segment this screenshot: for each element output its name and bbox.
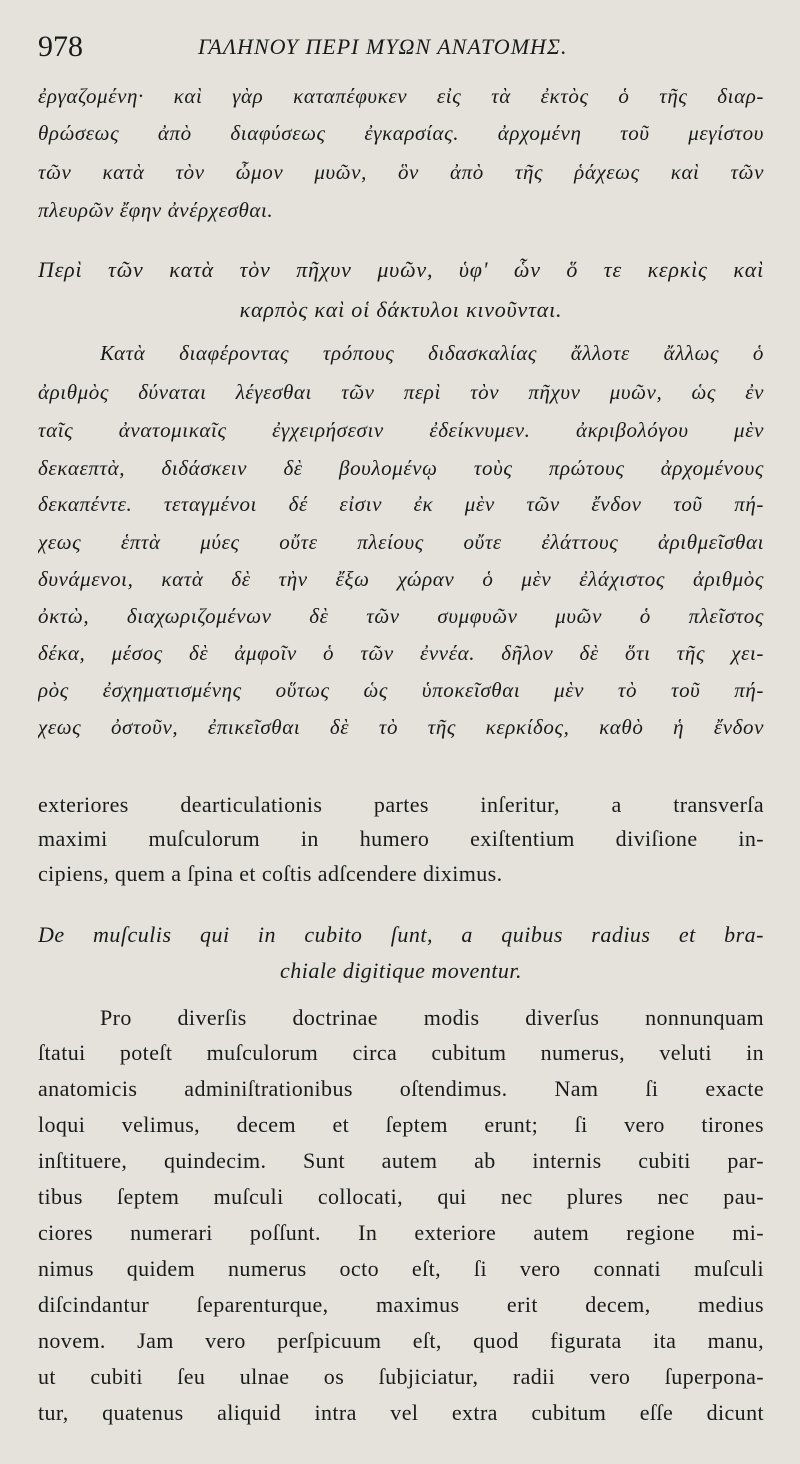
greek-section-heading: Περὶ τῶν κατὰ τὸν πῆχυν μυῶν, ὑφ' ὧν ὅ τε κερκὶς καὶ	[38, 257, 764, 282]
latin-section-heading: chiale digitique moventur.	[279, 958, 523, 983]
latin-body-line: ciores numerari poſſunt. In exteriore autem regione mi-	[38, 1220, 764, 1245]
greek-body-line: Κατὰ διαφέροντας τρόπους διδασκαλίας ἄλλοτε ἄλλως ὁ	[100, 341, 764, 365]
latin-body-line: Pro diverſis doctrinae modis diverſus nonnunquam	[100, 1005, 764, 1030]
greek-body-line: χεως ὀστοῦν, ἐπικεῖσθαι δὲ τὸ τῆς κερκίδος, καθὸ ἡ ἔνδον	[38, 715, 764, 739]
greek-intro-line: πλευρῶν ἔφην ἀνέρχεσθαι.	[38, 198, 274, 222]
page-number: 978	[38, 30, 83, 63]
greek-body-line: δυνάμενοι, κατὰ δὲ τὴν ἔξω χώραν ὁ μὲν ἐλάχιστος ἀριθμὸς	[38, 567, 764, 591]
greek-body-line: δεκαπέντε. τεταγμένοι δέ εἰσιν ἐκ μὲν τῶν ἔνδον τοῦ πή-	[38, 492, 764, 516]
latin-section-heading: De muſculis qui in cubito ſunt, a quibus radius et bra-	[38, 922, 764, 947]
latin-body-line: tur, quatenus aliquid intra vel extra cubitum eſſe dicunt	[38, 1400, 764, 1425]
greek-section-heading: καρπὸς καὶ οἱ δάκτυλοι κινοῦνται.	[239, 297, 563, 322]
latin-body-line: ſtatui poteſt muſculorum circa cubitum numerus, veluti in	[38, 1040, 764, 1065]
greek-body-line: ὀκτὼ, διαχωριζομένων δὲ τῶν συμφυῶν μυῶν ὁ πλεῖστος	[38, 604, 764, 628]
greek-intro-line: θρώσεως ἀπὸ διαφύσεως ἐγκαρσίας. ἀρχομένη τοῦ μεγίστου	[38, 121, 764, 145]
greek-body-line: ρὸς ἐσχηματισμένης οὕτως ὡς ὑποκεῖσθαι μὲν τὸ τοῦ πή-	[38, 678, 764, 702]
latin-body-line: novem. Jam vero perſpicuum eſt, quod figurata ita manu,	[38, 1328, 764, 1353]
latin-body-line: anatomicis adminiſtrationibus oſtendimus. Nam ſi exacte	[38, 1076, 764, 1101]
greek-body-line: δεκαεπτὰ, διδάσκειν δὲ βουλομένῳ τοὺς πρώτους ἀρχομένους	[38, 456, 764, 480]
latin-body-line: ut cubiti ſeu ulnae os ſubjiciatur, radii vero ſuperpona-	[38, 1364, 764, 1389]
latin-body-line: diſcindantur ſeparenturque, maximus erit decem, medius	[38, 1292, 764, 1317]
greek-body-line: δέκα, μέσος δὲ ἀμφοῖν ὁ τῶν ἐννέα. δῆλον δὲ ὅτι τῆς χει-	[38, 641, 764, 665]
greek-intro-line: τῶν κατὰ τὸν ὦμον μυῶν, ὃν ἀπὸ τῆς ῥάχεως καὶ τῶν	[38, 160, 764, 184]
greek-body-line: ταῖς ἀνατομικαῖς ἐγχειρήσεσιν ἐδείκνυμεν. ἀκριβολόγου μὲν	[38, 418, 764, 442]
latin-body-line: tibus ſeptem muſculi collocati, qui nec plures nec pau-	[38, 1184, 764, 1209]
latin-intro-line: maximi muſculorum in humero exiſtentium diviſione in-	[38, 826, 764, 851]
greek-body-line: χεως ἑπτὰ μύες οὔτε πλείους οὔτε ἐλάττους ἀριθμεῖσθαι	[38, 530, 764, 554]
greek-intro-line: ἐργαζομένη· καὶ γὰρ καταπέφυκεν εἰς τὰ ἐκτὸς ὁ τῆς διαρ-	[38, 84, 764, 108]
page-header	[38, 28, 764, 68]
latin-body-line: nimus quidem numerus octo eſt, ſi vero connati muſculi	[38, 1256, 764, 1281]
latin-body-line: inſtituere, quindecim. Sunt autem ab internis cubiti par-	[38, 1148, 764, 1173]
latin-body-line: loqui velimus, decem et ſeptem erunt; ſi vero tirones	[38, 1112, 764, 1137]
greek-body-line: ἀριθμὸς δύναται λέγεσθαι τῶν περὶ τὸν πῆχυν μυῶν, ὡς ἐν	[38, 380, 764, 404]
latin-intro-line: cipiens, quem a ſpina et coſtis adſcendere diximus.	[38, 861, 503, 886]
latin-intro-line: exteriores dearticulationis partes inſeritur, a transverſa	[38, 792, 764, 817]
running-head: ΓΑΛΗΝΟΥ ΠΕΡΙ ΜΥΩΝ ΑΝΑΤΟΜΗΣ.	[198, 34, 568, 59]
